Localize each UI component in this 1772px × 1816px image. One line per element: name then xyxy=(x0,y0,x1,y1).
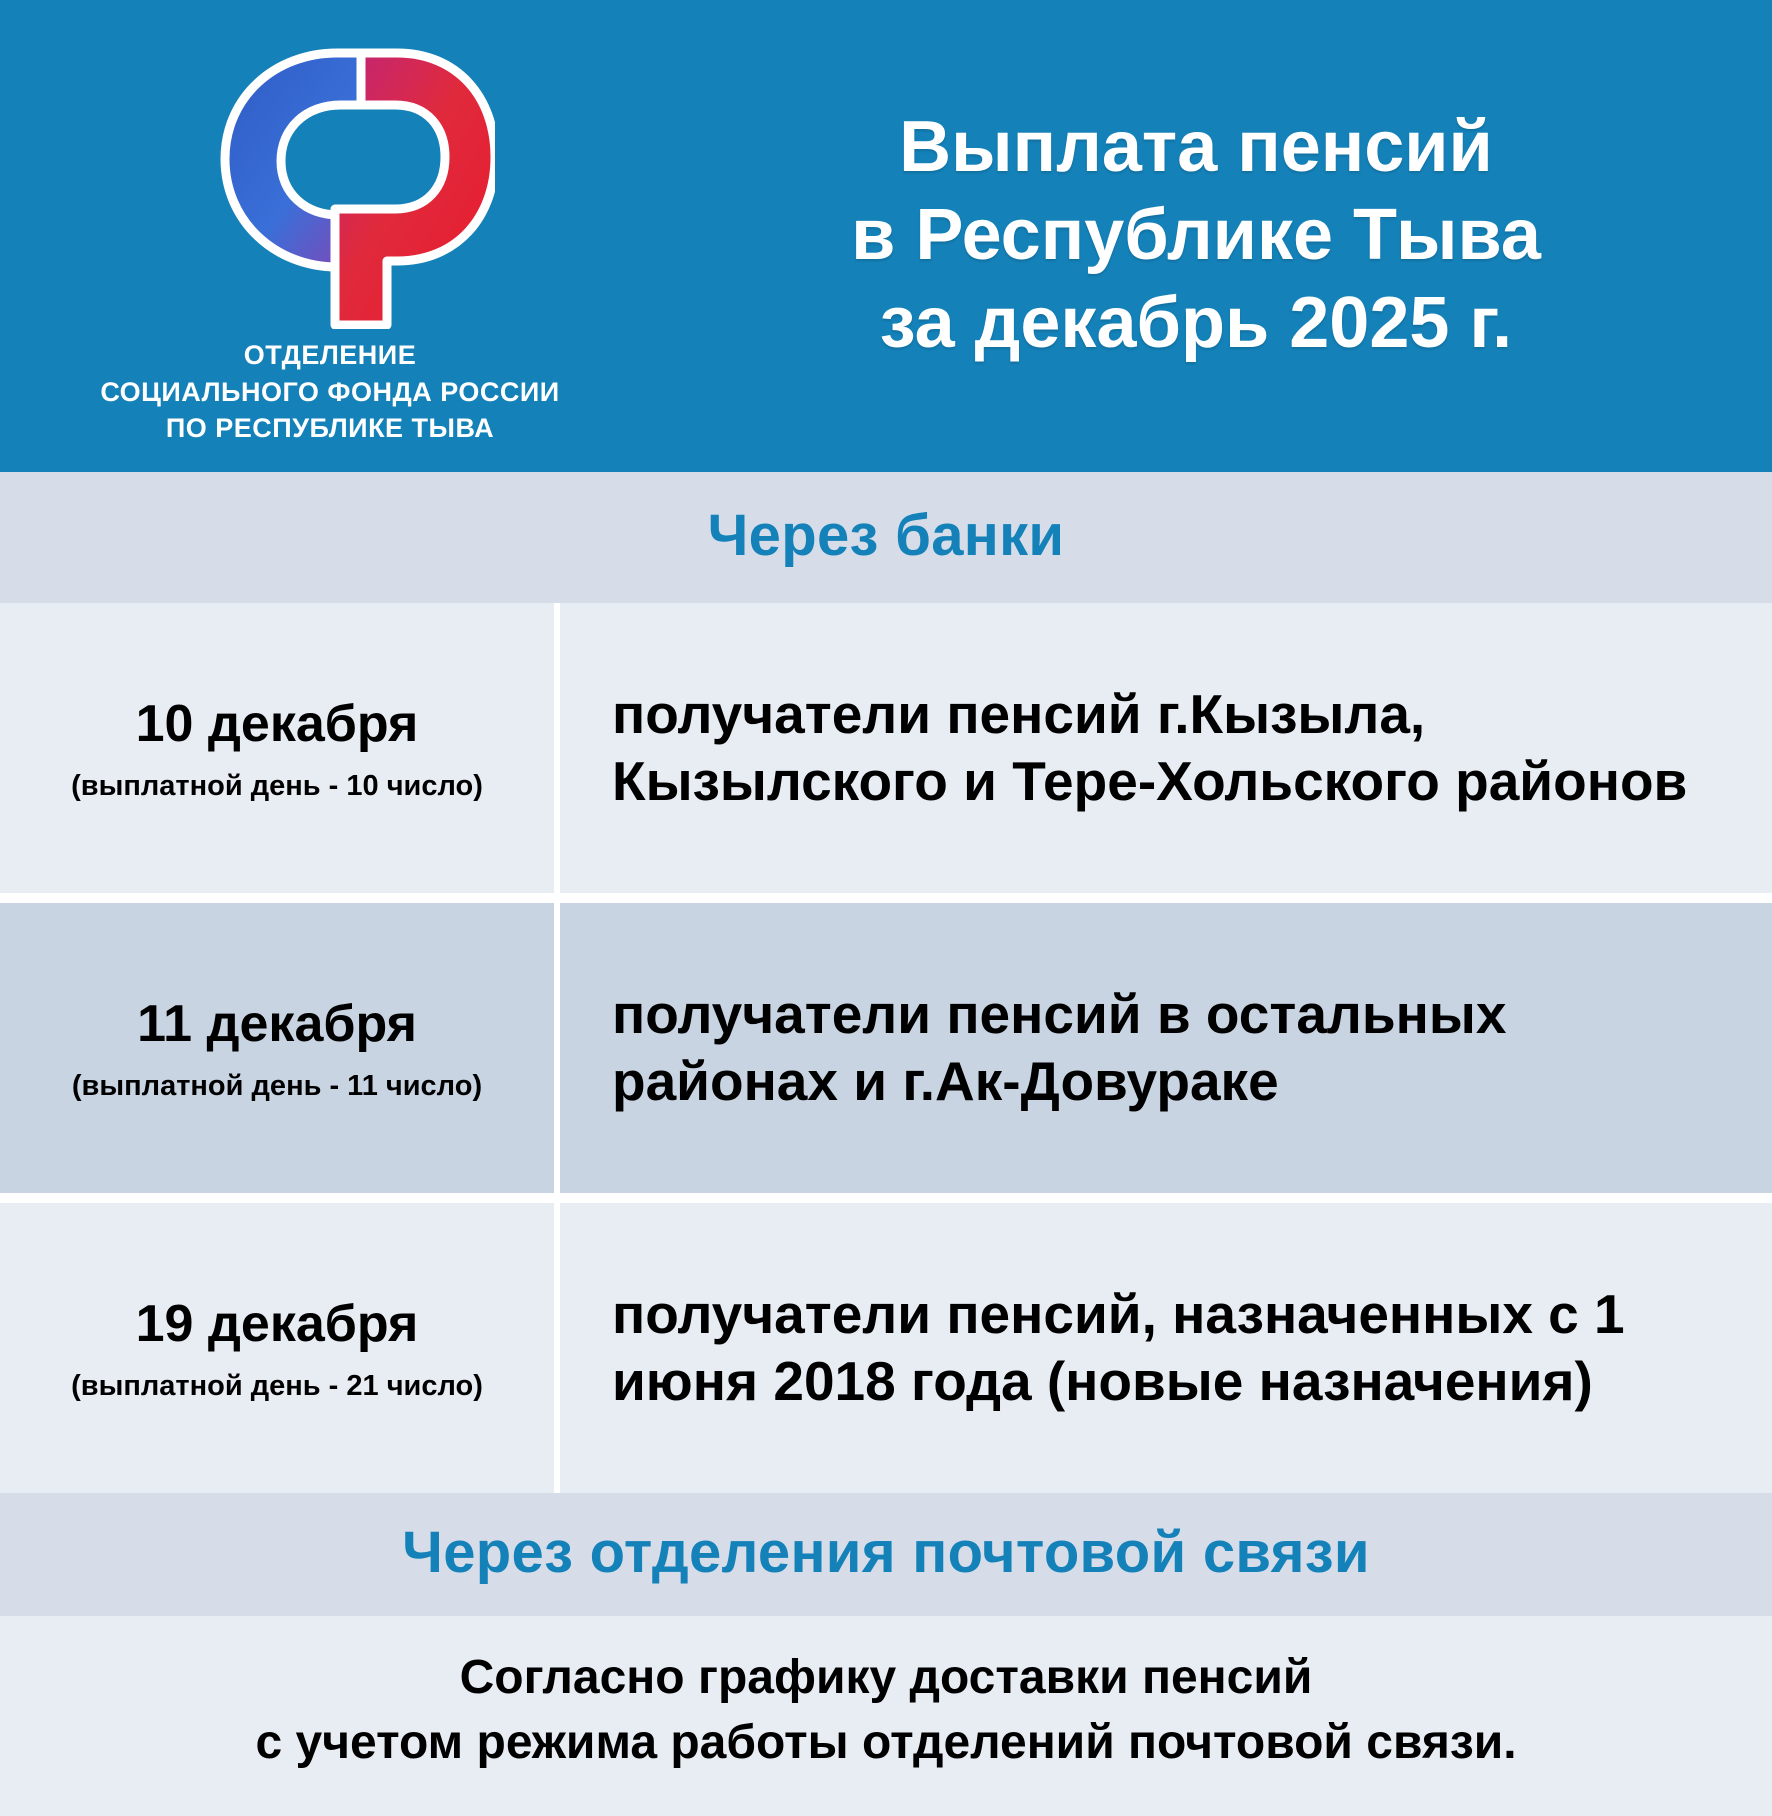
recipients-description: получатели пенсий, назначенных с 1 июня 2018 года (новые назначения) xyxy=(612,1282,1625,1412)
brand-block xyxy=(0,25,660,446)
payment-day-note: (выплатной день - 21 число) xyxy=(71,1369,483,1402)
org-name xyxy=(100,337,559,446)
footer-line-2: с учетом режима работы отделений почтовой связи. xyxy=(255,1715,1517,1769)
recipients-description: получатели пенсий в остальных районах и г.Ак-Довураке xyxy=(612,982,1507,1112)
row-separator xyxy=(0,1193,1772,1203)
section-title-banks: Через банки xyxy=(0,472,1772,603)
footer-line-1: Согласно графику доставки пенсий xyxy=(459,1651,1313,1704)
table-cell-description xyxy=(560,903,1772,1193)
table-cell-description xyxy=(560,1203,1772,1493)
schedule-table xyxy=(0,603,1772,1493)
recipients-description: получатели пенсий г.Кызыла, Кызылского и Тере-Хольского районов xyxy=(612,682,1688,812)
title-line-3: за декабрь 2025 г. xyxy=(879,282,1513,363)
table-row xyxy=(0,603,1772,893)
footer-note xyxy=(0,1616,1772,1816)
table-row xyxy=(0,1203,1772,1493)
org-line-1: ОТДЕЛЕНИЕ xyxy=(243,340,417,371)
payment-date: 10 декабря xyxy=(135,694,419,753)
title-line-2: в Республике Тыва xyxy=(851,195,1541,276)
table-cell-date xyxy=(0,603,560,893)
table-cell-description xyxy=(560,603,1772,893)
row-separator xyxy=(0,893,1772,903)
payment-day-note: (выплатной день - 11 число) xyxy=(71,1069,483,1102)
payment-day-note: (выплатной день - 10 число) xyxy=(71,769,483,802)
header xyxy=(0,0,1772,472)
table-row xyxy=(0,903,1772,1193)
title-line-1: Выплата пенсий xyxy=(899,107,1493,188)
payment-date: 11 декабря xyxy=(137,994,417,1053)
table-cell-date xyxy=(0,1203,560,1493)
org-line-3: ПО РЕСПУБЛИКЕ ТЫВА xyxy=(165,413,495,444)
payment-date: 19 декабря xyxy=(135,1294,419,1353)
table-cell-date xyxy=(0,903,560,1193)
sfr-logo-icon xyxy=(165,39,495,329)
page-title xyxy=(660,104,1772,367)
org-line-2: СОЦИАЛЬНОГО ФОНДА РОССИИ xyxy=(100,376,560,407)
section-title-post: Через отделения почтовой связи xyxy=(0,1493,1772,1616)
